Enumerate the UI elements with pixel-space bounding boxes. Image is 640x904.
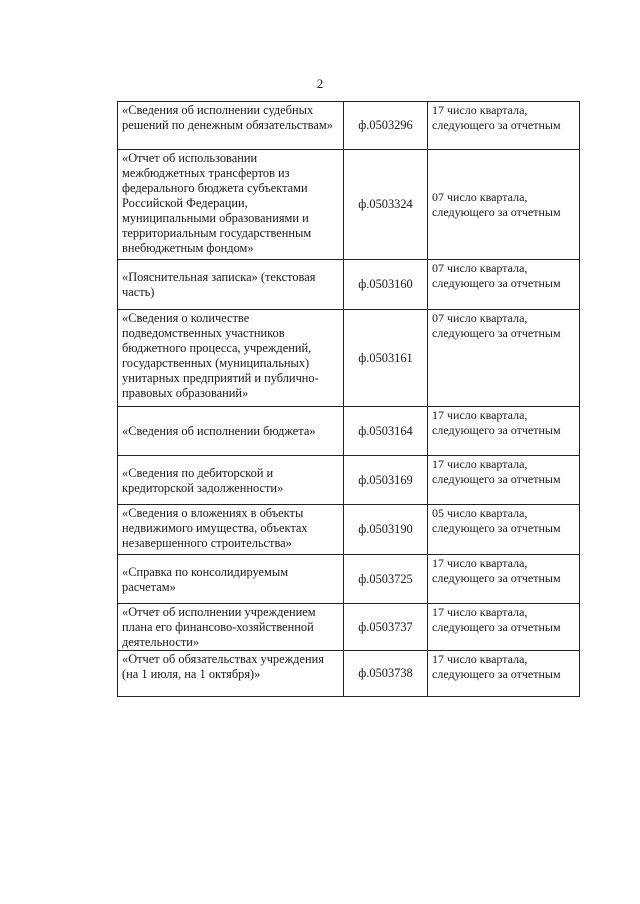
deadline: 07 число квартала, следующего за отчетным (428, 150, 580, 260)
table-row (118, 102, 580, 150)
deadline: 17 число квартала, следующего за отчетным (428, 555, 580, 604)
table-row (118, 260, 580, 310)
form-code: ф.0503725 (344, 555, 428, 604)
table-row (118, 456, 580, 505)
form-code: ф.0503161 (344, 310, 428, 407)
report-name: «Справка по консолидируемым расчетам» (118, 555, 344, 604)
form-code: ф.0503164 (344, 407, 428, 456)
report-name: «Отчет об исполнении учреждением плана его финансово-хозяйственной деятельности» (118, 604, 344, 651)
table-row (118, 505, 580, 555)
table-row (118, 310, 580, 407)
page-number: 2 (316, 76, 324, 91)
form-code: ф.0503296 (344, 102, 428, 150)
form-code: ф.0503169 (344, 456, 428, 505)
form-code: ф.0503324 (344, 150, 428, 260)
form-code: ф.0503160 (344, 260, 428, 310)
table-row (118, 555, 580, 604)
report-name: «Сведения по дебиторской и кредиторской задолженности» (118, 456, 344, 505)
report-forms-table (117, 101, 580, 697)
report-name: «Отчет об обязательствах учреждения (на 1 июля, на 1 октября)» (118, 651, 344, 697)
deadline: 17 число квартала, следующего за отчетным (428, 651, 580, 697)
table-row (118, 604, 580, 651)
table-row (118, 651, 580, 697)
form-code: ф.0503737 (344, 604, 428, 651)
report-name: «Сведения о количестве подведомственных участников бюджетного процесса, учреждений, государственных (муниципальных) унитарных предприятий и публично-правовых образований» (118, 310, 344, 407)
table-row (118, 150, 580, 260)
deadline: 05 число квартала, следующего за отчетным (428, 505, 580, 555)
deadline: 07 число квартала, следующего за отчетным (428, 260, 580, 310)
report-name: «Отчет об использовании межбюджетных трансфертов из федерального бюджета субъектами Российской Федерации, муниципальными образованиями и территориальным государственным внебюджетным фондом» (118, 150, 344, 260)
deadline: 17 число квартала, следующего за отчетным (428, 456, 580, 505)
deadline: 17 число квартала, следующего за отчетным (428, 604, 580, 651)
report-name: «Сведения об исполнении судебных решений по денежным обязательствам» (118, 102, 344, 150)
table-row (118, 407, 580, 456)
report-name: «Сведения о вложениях в объекты недвижимого имущества, объектах незавершенного строительства» (118, 505, 344, 555)
form-code: ф.0503190 (344, 505, 428, 555)
deadline: 17 число квартала, следующего за отчетным (428, 102, 580, 150)
report-name: «Сведения об исполнении бюджета» (118, 407, 344, 456)
deadline: 17 число квартала, следующего за отчетным (428, 407, 580, 456)
deadline: 07 число квартала, следующего за отчетным (428, 310, 580, 407)
form-code: ф.0503738 (344, 651, 428, 697)
report-name: «Пояснительная записка» (текстовая часть) (118, 260, 344, 310)
